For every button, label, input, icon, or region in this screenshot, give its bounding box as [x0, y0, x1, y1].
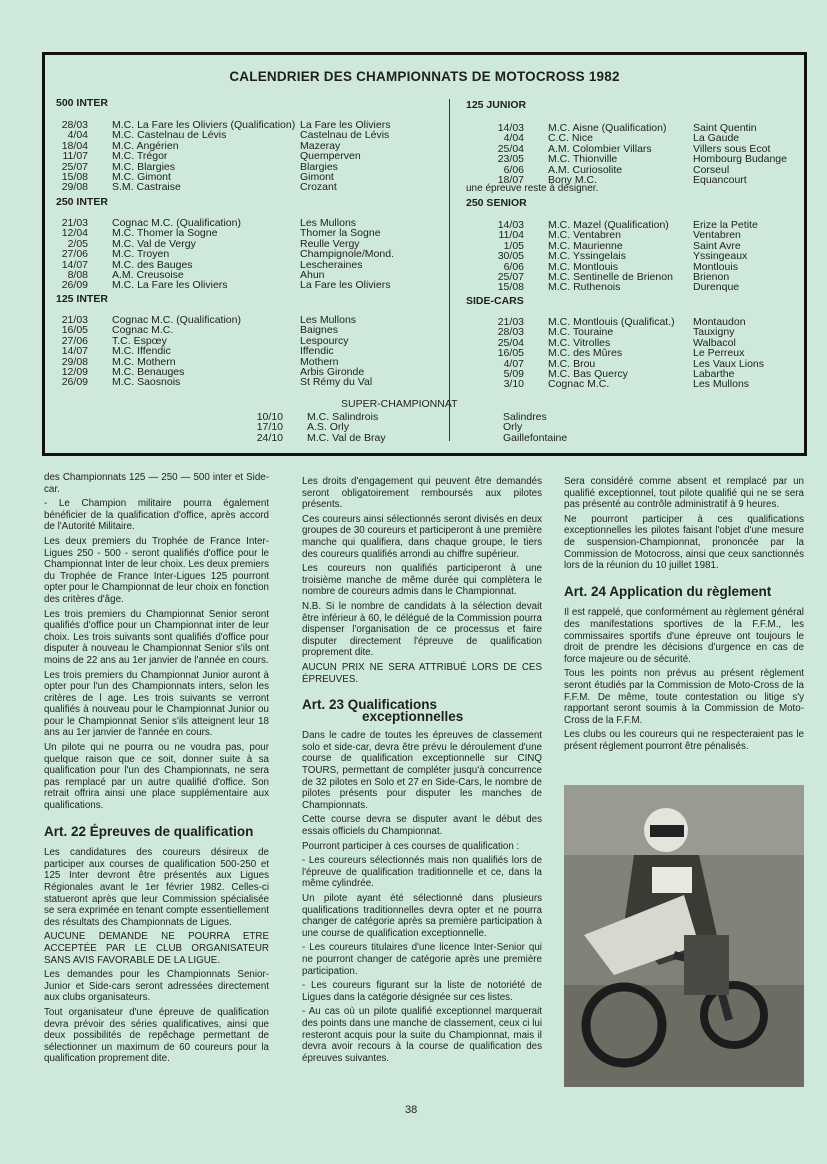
calendar-row [57, 346, 410, 356]
calendar-row [466, 272, 805, 282]
calendar-row [466, 338, 805, 348]
section-label-250-senior: 250 SENIOR [466, 197, 527, 209]
calendar-date: 27/06 [61, 249, 88, 260]
paragraph: Dans le cadre de toutes les épreuves de classement solo et side-car, devra être prévu le déroulement d'une course de qualification exceptionnelle sur CINQ TOURS, permettant de compléter jusqu'à concurrence de 32 pilotes en Solo et 27 en Side-Cars, le nombre de pilotes présents pour disputer les manches de Championnats. [302, 730, 542, 811]
paragraph: Sera considéré comme absent et remplacé par un qualifié exceptionnel, tout pilote qualifié qui ne se sera pas présenté au contrôle administratif à 9 heures. [564, 476, 804, 511]
paragraph: Il est rappelé, que conformément au règlement général des manifestations sportives de la F.F.M., les commissaires sportifs d'une épreuve ont toujours le droit de prendre les décisions d'urgence en cas de force majeure ou de sécurité. [564, 607, 804, 665]
calendar-club: M.C. Castelnau de Lévis [112, 130, 227, 141]
calendar-row [57, 357, 410, 367]
calendar-row [57, 120, 410, 130]
calendar-row [57, 280, 410, 290]
section-label-500-inter: 500 INTER [56, 97, 108, 109]
calendar-club: M.C. Vitrolles [548, 337, 611, 349]
calendar-place: Yssingeaux [693, 251, 748, 262]
calendar-row [57, 130, 410, 140]
calendar-date: 26/09 [61, 377, 88, 388]
article-23-heading-line2: exceptionnelles [362, 708, 464, 724]
article-23-heading: Art. 23 Qualifications [302, 697, 438, 713]
calendar-place: Gaillefontaine [503, 432, 568, 444]
calendar-club: A.M. Creusoise [112, 270, 184, 281]
calendar-row [227, 412, 623, 422]
motocross-rider-photo [564, 785, 804, 1087]
calendar-row [57, 367, 410, 377]
calendar-place: Labarthe [693, 369, 735, 380]
calendar-club: M.C. La Fare les Oliviers [112, 280, 228, 291]
calendar-row [57, 325, 410, 335]
calendar-row [57, 218, 410, 228]
calendar-club: M.C. Sentinelle de Brienon [548, 272, 673, 283]
calendar-place: Les Mullons [300, 218, 357, 229]
paragraph: Un pilote qui ne pourra ou ne voudra pas, pour quelque raison que ce soit, donner suite à sa qualification pour l'un des Championnats, ne sera pas remplacé par un autre qualifié d'office. Son retrait offrira ainsi une place supplémentaire aux qualifications. [44, 742, 269, 812]
calendar-place: Équancourt [693, 175, 747, 186]
calendar-date: 11/07 [62, 151, 88, 162]
calendar-table [57, 218, 410, 291]
calendar-club: M.C. Montlouis [548, 261, 619, 273]
calendar-club: A.S. Orly [307, 422, 350, 433]
calendar-date: 6/06 [503, 164, 524, 176]
calendar-date: 30/05 [497, 251, 524, 262]
paragraph: Les coureurs non qualifiés participeront à une troisième manche de même durée qui complètera le nombre de coureurs admis dans le Championnat. [302, 563, 542, 598]
calendar-date: 14/07 [61, 346, 88, 357]
calendar-date: 21/03 [61, 315, 88, 326]
calendar-place: Iffendic [300, 346, 334, 357]
paragraph: Tous les points non prévus au présent règlement seront étudiés par la Commission de Moto-Cross de la F.F.M. De même, toute contestation ou litige s'y rapportant seront soumis à la Commission de Moto-Cross de la F.F.M. [564, 668, 804, 726]
calendar-place: Salindres [503, 412, 547, 423]
paragraph: Les trois premiers du Championnat Senior seront qualifiés d'office pour un Championnat inter de leur choix. Les trois suivants sont qualifiés d'office pour disputer à nouveau le Championnat Senior s'ils ont moins de 22 ans au 1er janvier de l'année en cours. [44, 608, 269, 666]
calendar-row [466, 369, 805, 379]
paragraph: Cette course devra se disputer avant le début des essais officiels du Championnat. [302, 814, 542, 838]
calendar-row [466, 282, 805, 292]
calendar-date: 25/04 [497, 143, 524, 155]
calendar-date: 27/06 [61, 335, 88, 347]
calendar-row [466, 359, 805, 369]
calendar-place: Les Mullons [300, 315, 357, 326]
calendar-table [57, 315, 410, 388]
paragraph: Un pilote ayant été sélectionné dans plusieurs qualifications traditionnelles devra opter et ne pourra changer de catégorie après sa première participation à une course de qualification exceptionnelle. [302, 893, 542, 939]
calendar-row [57, 377, 410, 387]
calendar-club: A.M. Curiosolite [548, 164, 623, 176]
calendar-row [227, 433, 623, 443]
text-column-middle [302, 476, 542, 1067]
calendar-date: 16/05 [61, 325, 88, 336]
calendar-place: Champignole/Mond. [300, 249, 394, 260]
calendar-club: M.C. Brou [548, 358, 596, 370]
calendar-club: M.C. Troyen [112, 249, 170, 260]
calendar-row [57, 162, 410, 172]
paragraph: AUCUNE DEMANDE NE POURRA ETRE ACCEPTÉE PAR LE CLUB ORGANISATEUR SANS AVIS FAVORABLE DE LA LIGUE. [44, 931, 269, 966]
calendar-row [57, 239, 410, 249]
calendar-date: 5/09 [503, 369, 524, 380]
calendar-place: Crozant [300, 182, 337, 193]
calendar-club: M.C. La Fare les Oliviers (Qualification) [112, 120, 296, 131]
calendar-club: Cognac M.C. [548, 379, 610, 390]
calendar-place: Thomer la Sogne [300, 228, 381, 239]
calendar-place: Orly [503, 422, 523, 433]
calendar-club: M.C. Blargies [112, 161, 176, 173]
calendar-date: 23/05 [497, 154, 524, 165]
calendar-date: 28/03 [497, 327, 524, 338]
calendar-club: M.C. des Bauges [112, 259, 193, 271]
calendar-row [57, 315, 410, 325]
section-label-super-championnat: SUPER-CHAMPIONNAT [341, 398, 458, 410]
paragraph: N.B. Si le nombre de candidats à la sélection devait être inférieur à 60, le délégué de la Commission pourra dispenser l'organisation de ce processus et faire disputer directement l'épreuve de qualification proprement dite. [302, 600, 542, 659]
calendar-date: 14/07 [61, 259, 88, 271]
calendar-place: Lescheraines [300, 259, 363, 271]
calendar-place: Ahun [300, 270, 325, 281]
calendar-row [466, 230, 805, 240]
calendar-row [466, 317, 805, 327]
calendar-row [466, 241, 805, 251]
calendar-club: M.C. Ruthenois [548, 282, 621, 293]
calendar-club: M.C. Trégor [112, 151, 168, 162]
calendar-table [466, 123, 805, 185]
calendar-club: M.C. Yssingelais [548, 251, 627, 262]
calendar-place: Hombourg Budange [693, 154, 787, 165]
calendar-club: C.C. Nice [548, 133, 593, 144]
calendar-place: Ventabren [693, 230, 741, 241]
calendar-date: 21/03 [61, 218, 88, 229]
calendar-row [466, 133, 805, 143]
calendar-date: 25/07 [497, 272, 524, 283]
calendar-date: 2/05 [67, 238, 88, 250]
calendar-row [466, 220, 805, 230]
calendar-date: 11/04 [498, 230, 524, 241]
paragraph: Les candidatures des coureurs désireux de participer aux courses de qualification 500-250 et 125 Inter devront être présentés aux Ligues Régionales avant le 1er février 1982. Celles-ci statueront après que leur Commission spécialisée se sera exprimée en tenant compte essentiellement des résultats des Championnats de Ligues. [44, 847, 269, 928]
calendar-club: M.C. Touraine [548, 327, 614, 338]
text-column-left [44, 472, 269, 1068]
calendar-place: Lespourcy [300, 335, 349, 347]
calendar-date: 4/07 [503, 358, 524, 370]
calendar-date: 18/04 [61, 140, 88, 152]
paragraph: Les demandes pour les Championnats Senior-Junior et Side-cars seront adressées directement aux clubs organisateurs. [44, 969, 269, 1004]
calendar-club: M.C. Saosnois [112, 377, 181, 388]
calendar-date: 28/03 [61, 120, 88, 131]
calendar-club: M.C. Maurienne [548, 240, 623, 252]
calendar-place: La Fare les Oliviers [300, 280, 391, 291]
calendar-place: Quemperven [300, 151, 361, 162]
calendar-date: 21/03 [497, 317, 524, 328]
calendar-table [466, 220, 805, 293]
calendar-club: M.C. Mazel (Qualification) [548, 220, 669, 231]
calendar-club: Cognac M.C. [112, 325, 174, 336]
calendar-box [42, 52, 807, 456]
calendar-date: 12/09 [61, 367, 88, 378]
calendar-date: 15/08 [497, 282, 524, 293]
page-number: 38 [405, 1104, 418, 1116]
paragraph: - Les coureurs sélectionnés mais non qualifiés lors de l'épreuve de qualification traditionnelle et ce, dans la même cylindrée. [302, 855, 542, 890]
calendar-row [57, 141, 410, 151]
calendar-date: 24/10 [256, 432, 283, 444]
calendar-date: 6/06 [503, 261, 524, 273]
calendar-club: M.C. Val de Bray [307, 432, 386, 444]
calendar-club: S.M. Castraise [112, 182, 181, 193]
calendar-club: M.C. Montlouis (Qualificat.) [548, 317, 675, 328]
paragraph: Les trois premiers du Championnat Junior auront à opter pour l'un des Championnats inters, selon les critères de l age. Les trois suivants se verront qualifiés à nouveau pour le Championnat Junior ou pour le Championnat Senior s'ils atteignent leur 18 ans au 1er janvier de l'année en cours. [44, 669, 269, 739]
calendar-row [57, 270, 410, 280]
calendar-row [57, 228, 410, 238]
paragraph: Les clubs ou les coureurs qui ne respecteraient pas le présent règlement pourront être pénalisés. [564, 729, 804, 752]
calendar-row [466, 379, 805, 389]
calendar-date: 29/08 [61, 356, 88, 368]
paragraph: Les deux premiers du Trophée de France Inter-Ligues 250 - 500 - seront qualifiés d'office pour le Championnat Inter de leur choix. Les deux premiers du Trophée de France Inter-Ligues 125 pourront opter pour le Championnat de leur choix en fonction des critères d'âge. [44, 535, 269, 605]
calendar-place: Montaudon [693, 317, 746, 328]
calendar-club: Cognac M.C. (Qualification) [112, 218, 241, 229]
article-22-heading: Art. 22 Épreuves de qualification [44, 823, 254, 839]
calendar-row [466, 165, 805, 175]
paragraph: Ne pourront participer à ces qualifications exceptionnelles les pilotes faisant l'objet d'une mesure de suspension-Championnat, prononcée par la Commission de Motocross, ainsi que ceux sanctionnés lors de la réunion du 10 juillet 1981. [564, 513, 804, 572]
calendar-table [57, 120, 410, 193]
calendar-club: M.C. Salindrois [307, 412, 379, 423]
calendar-place: Érize la Petite [693, 220, 758, 231]
calendar-date: 25/07 [61, 161, 88, 173]
paragraph: AUCUN PRIX NE SERA ATTRIBUÉ LORS DE CES ÉPREUVES. [302, 661, 542, 685]
calendar-row [466, 327, 805, 337]
calendar-row [466, 262, 805, 272]
column-divider [449, 99, 450, 441]
calendar-date: 4/04 [503, 133, 524, 144]
calendar-club: M.C. Aisne (Qualification) [548, 123, 667, 134]
calendar-place: Durenque [693, 282, 740, 293]
calendar-place: Reulle Vergy [300, 238, 360, 250]
calendar-date: 1/05 [503, 240, 524, 252]
calendar-row [466, 123, 805, 133]
calendar-date: 16/05 [497, 348, 524, 359]
calendar-row [57, 249, 410, 259]
calendar-club: M.C. Bas Quercy [548, 369, 628, 380]
calendar-place: Saint Avre [693, 240, 741, 252]
section-label-125-inter: 125 INTER [56, 293, 108, 305]
article-24-heading: Art. 24 Application du règlement [564, 583, 772, 599]
calendar-table [466, 317, 805, 390]
text-column-right [564, 476, 804, 755]
calendar-club: M.C. Gimont [112, 172, 171, 183]
calendar-club: Cognac M.C. (Qualification) [112, 315, 241, 326]
paragraph: - Le Champion militaire pourra également bénéficier de la qualification d'office, après accord de l'Autorité Militaire. [44, 498, 269, 533]
section-label-125-junior: 125 JUNIOR [466, 99, 527, 111]
calendar-title: CALENDRIER DES CHAMPIONNATS DE MOTOCROSS 1982 [229, 69, 620, 84]
calendar-place: La Fare les Oliviers [300, 120, 391, 131]
calendar-club: M.C. des Mûres [548, 348, 623, 359]
section-label-side-cars: SIDE-CARS [466, 295, 524, 307]
calendar-place: Tauxigny [693, 327, 735, 338]
paragraph: - Les coureurs figurant sur la liste de notoriété de Ligues dans la catégorie désignée sur ces listes. [302, 980, 542, 1003]
calendar-date: 17/10 [256, 422, 283, 433]
calendar-date: 15/08 [61, 172, 88, 183]
calendar-place: St Rémy du Val [300, 377, 373, 388]
paragraph: des Championnats 125 — 250 — 500 inter et Side-car. [44, 472, 269, 495]
calendar-date: 10/10 [256, 412, 283, 423]
calendar-date: 25/04 [497, 337, 524, 349]
calendar-club: M.C. Thomer la Sogne [112, 228, 218, 239]
calendar-date: 14/03 [497, 220, 524, 231]
calendar-club: M.C. Iffendic [112, 346, 171, 357]
calendar-club: M.C. Thionville [548, 154, 618, 165]
calendar-club: A.M. Colombier Villars [548, 143, 652, 155]
calendar-date: 8/08 [67, 270, 88, 281]
calendar-row [466, 348, 805, 358]
calendar-club: M.C. Val de Vergy [112, 238, 196, 250]
calendar-date: 12/04 [61, 228, 88, 239]
calendar-place: Gimont [300, 172, 334, 183]
calendar-date: 3/10 [503, 379, 524, 390]
calendar-place: Walbacol [693, 337, 736, 349]
calendar-date: 18/07 [497, 175, 524, 186]
calendar-place: Arbis Gironde [300, 367, 365, 378]
paragraph: Les droits d'engagement qui peuvent être demandés seront obligatoirement remboursés aux pilotes présents. [302, 476, 542, 511]
paragraph: - Au cas où un pilote qualifié exceptionnel marquerait des points dans une manche de classement, ceux ci lui resteront acquis pour la suite du Championnat, mais il devra avoir recours à la course de qualification des épreuves suivantes. [302, 1006, 542, 1064]
section-label-250-inter: 250 INTER [56, 196, 108, 208]
calendar-place: Montlouis [693, 261, 738, 273]
calendar-club: M.C. Angérien [112, 140, 179, 152]
calendar-date: 26/09 [61, 280, 88, 291]
calendar-club: Bony M.C. [548, 175, 598, 186]
calendar-row [466, 251, 805, 261]
calendar-place: Corseul [693, 164, 730, 176]
calendar-row [57, 336, 410, 346]
calendar-place: Saint Quentin [693, 123, 757, 134]
calendar-date: 4/04 [67, 130, 88, 141]
calendar-place: Le Perreux [693, 348, 745, 359]
calendar-club: M.C. Ventabren [548, 230, 621, 241]
calendar-club: T.C. Espœy [112, 335, 167, 347]
calendar-row [57, 260, 410, 270]
calendar-row [57, 151, 410, 161]
calendar-place: Villers sous Écot [693, 143, 771, 155]
paragraph: Pourront participer à ces courses de qualification : [302, 840, 520, 852]
calendar-date: 29/08 [61, 182, 88, 193]
paragraph: - Les coureurs titulaires d'une licence Inter-Senior qui ne pourront changer de catégorie après une première participation. [302, 942, 542, 977]
calendar-row [57, 172, 410, 182]
calendar-place: Mazeray [300, 140, 341, 152]
calendar-place: Castelnau de Lévis [300, 130, 390, 141]
calendar-place: Baignes [300, 325, 338, 336]
calendar-place: Les Vaux Lions [693, 358, 765, 370]
calendar-row [466, 144, 805, 154]
paragraph: Ces coureurs ainsi sélectionnés seront divisés en deux groupes de 30 coureurs et participeront à une première manche qui qualifiera, dans chaque groupe, le tiers des coureurs qualifiés arrondi au chiffre supérieur. [302, 513, 542, 560]
calendar-place: La Gaude [693, 133, 740, 144]
calendar-row [227, 422, 623, 432]
calendar-note: une épreuve reste à désigner. [466, 183, 599, 194]
paragraph: Tout organisateur d'une épreuve de qualification devra prévoir des séries qualificatives, ainsi que deux possibilités de repêchage permettant de sélectionner un maximum de 60 coureurs pour la qualification proprement dite. [44, 1006, 269, 1065]
calendar-place: Blargies [300, 161, 338, 173]
calendar-table [227, 412, 623, 443]
calendar-club: M.C. Benauges [112, 367, 185, 378]
calendar-place: Brienon [693, 272, 730, 283]
calendar-club: M.C. Mothern [112, 356, 176, 368]
calendar-row [57, 182, 410, 192]
calendar-place: Les Mullons [693, 379, 750, 390]
calendar-date: 14/03 [497, 123, 524, 134]
calendar-place: Mothern [300, 356, 339, 368]
calendar-row [466, 154, 805, 164]
